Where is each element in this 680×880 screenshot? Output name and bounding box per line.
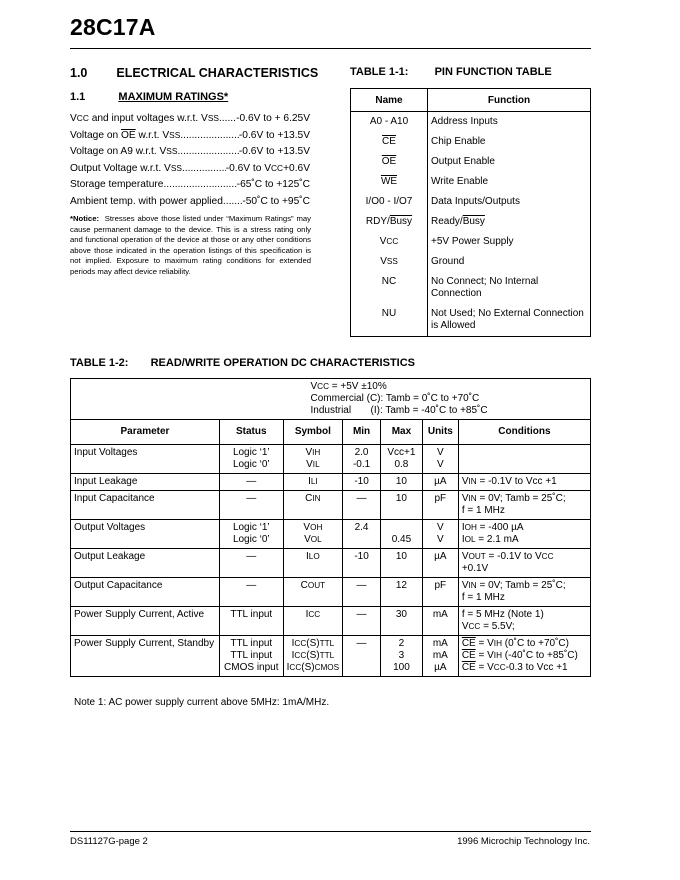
rating-label: Ambient temp. with power applied xyxy=(70,195,223,207)
pin-table-header-function: Function xyxy=(428,89,591,112)
rw-cell-param: Output Voltages xyxy=(71,520,220,549)
rw-header-symbol: Symbol xyxy=(283,420,343,445)
rating-leader-dots xyxy=(223,196,242,207)
notice-text: Stresses above those listed under “Maximum Ratings” may cause permanent damage to the device. This is a stress rating only and functional operation of the device at those or any other conditions above those indicated in the operation listings of this specification is not implied. Exposure to maximum rating conditions for extended periods may affect device reliability. xyxy=(70,214,311,276)
rw-table-conditions-text: VCC = +5V ±10% Commercial (C): Tamb = 0˚C to +70˚C Industrial (I): Tamb = -40˚C to +85˚C xyxy=(310,381,488,416)
rating-label: Voltage on $\overline{OE}$ w.r.t. VSS xyxy=(70,129,181,141)
rw-cell-param: Power Supply Current, Active xyxy=(71,607,220,636)
rw-cell-conditions: VOUT = -0.1V to VCC +0.1V xyxy=(458,549,590,578)
pin-table-row xyxy=(351,212,591,232)
pin-name-cell: NU xyxy=(351,304,428,337)
rw-cell-conditions: VIN = -0.1V to Vcc +1 xyxy=(458,474,590,491)
pin-function-cell: Output Enable xyxy=(428,152,591,172)
rw-cell-min: 2.4 xyxy=(343,520,381,549)
rating-value: -0.6V to VCC+0.6V xyxy=(225,162,310,174)
rw-table-row xyxy=(71,636,591,677)
rw-cell-units: mA xyxy=(422,607,458,636)
pin-table-header-name: Name xyxy=(351,89,428,112)
rw-table-row xyxy=(71,607,591,636)
rw-cell-symbol: VOH VOL xyxy=(283,520,343,549)
rw-cell-conditions: $\overline{CE}$ = VIH (0˚C to +70˚C) $\overline{CE}$ = VIH (-40˚C to +85˚C) $\overline{CE} = VCC-0.3$ to Vcc +1 xyxy=(458,636,590,677)
rating-value: -0.6V to +13.5V xyxy=(238,146,310,157)
section-number: 1.0 xyxy=(70,66,88,80)
rw-cell-status: TTL input TTL input CMOS input xyxy=(219,636,283,677)
rw-cell-max: 10 xyxy=(380,549,422,578)
header-rule xyxy=(70,48,591,49)
rw-header-max: Max xyxy=(380,420,422,445)
rating-row xyxy=(70,146,310,157)
rw-cell-min: — xyxy=(343,491,381,520)
rw-cell-min: — xyxy=(343,636,381,677)
rw-cell-conditions: VIN = 0V; Tamb = 25˚C; f = 1 MHz xyxy=(458,578,590,607)
rw-table-row xyxy=(71,520,591,549)
pin-function-cell: Chip Enable xyxy=(428,132,591,152)
rw-cell-units: V V xyxy=(422,445,458,474)
footer-rule xyxy=(70,831,591,832)
pin-table-caption xyxy=(350,66,552,78)
rw-cell-symbol: VIH VIL xyxy=(283,445,343,474)
notice-label: *Notice: xyxy=(70,214,100,223)
table-note: Note 1: AC power supply current above 5MHz: 1mA/MHz. xyxy=(74,697,330,708)
rw-cell-status: — xyxy=(219,491,283,520)
notice-paragraph xyxy=(70,214,311,278)
rw-cell-max: 30 xyxy=(380,607,422,636)
rw-cell-param: Output Leakage xyxy=(71,549,220,578)
rw-cell-param: Input Leakage xyxy=(71,474,220,491)
rw-table-caption xyxy=(70,357,415,369)
rw-cell-status: Logic ‘1’ Logic ‘0’ xyxy=(219,520,283,549)
rw-header-conditions: Conditions xyxy=(458,420,590,445)
rw-cell-units: pF xyxy=(422,578,458,607)
rw-cell-min: -10 xyxy=(343,474,381,491)
pin-table-header-row xyxy=(351,89,591,112)
pin-name-cell: A0 - A10 xyxy=(351,112,428,133)
pin-function-cell: Ready/Busy xyxy=(428,212,591,232)
rw-header-min: Min xyxy=(343,420,381,445)
rw-cell-units: V V xyxy=(422,520,458,549)
rating-row xyxy=(70,163,310,174)
rating-label: Voltage on A9 w.r.t. VSS xyxy=(70,146,178,157)
rating-value: -0.6V to +13.5V xyxy=(238,129,310,141)
rw-cell-symbol: CIN xyxy=(283,491,343,520)
rating-leader-dots xyxy=(180,130,239,141)
rw-cell-symbol: ILO xyxy=(283,549,343,578)
rating-leader-dots xyxy=(219,113,236,124)
pin-table-row xyxy=(351,232,591,252)
pin-name-cell: $\overline{WE}$ xyxy=(351,172,428,192)
pin-function-cell: +5V Power Supply xyxy=(428,232,591,252)
rw-cell-max: 2 3 100 xyxy=(380,636,422,677)
pin-table-row xyxy=(351,304,591,337)
rw-cell-units: pF xyxy=(422,491,458,520)
rw-cell-symbol: COUT xyxy=(283,578,343,607)
rw-cell-conditions: IOH = -400 µA IOL = 2.1 mA xyxy=(458,520,590,549)
rw-cell-param: Output Capacitance xyxy=(71,578,220,607)
rw-table-conditions-row xyxy=(71,379,591,420)
pin-function-cell: No Connect; No Internal Connection xyxy=(428,272,591,304)
rating-label: VCC and input voltages w.r.t. VSS xyxy=(70,113,219,124)
subsection-number: 1.1 xyxy=(70,91,86,103)
rw-table-row xyxy=(71,578,591,607)
rw-cell-units: µA xyxy=(422,474,458,491)
rating-row xyxy=(70,113,310,124)
rating-value: -0.6V to + 6.25V xyxy=(236,113,310,124)
rw-cell-max: 10 xyxy=(380,474,422,491)
rw-table-row xyxy=(71,549,591,578)
pin-function-cell: Ground xyxy=(428,252,591,272)
pin-name-cell: $\overline{CE}$ xyxy=(351,132,428,152)
rw-cell-min: — xyxy=(343,607,381,636)
rating-row xyxy=(70,130,310,141)
pin-table-row xyxy=(351,112,591,133)
pin-name-cell: RDY/Busy xyxy=(351,212,428,232)
rw-table-conditions-cell xyxy=(71,379,591,420)
footer-copyright: 1996 Microchip Technology Inc. xyxy=(457,836,590,847)
rw-cell-min: — xyxy=(343,578,381,607)
rating-label: Output Voltage w.r.t. VSS xyxy=(70,162,182,174)
rating-row xyxy=(70,196,310,207)
rating-label: Storage temperature xyxy=(70,179,164,190)
rw-cell-conditions: f = 5 MHz (Note 1) VCC = 5.5V; xyxy=(458,607,590,636)
pin-table-row xyxy=(351,132,591,152)
pin-table-title: PIN FUNCTION TABLE xyxy=(434,66,552,78)
rw-cell-max: Vcc+1 0.8 xyxy=(380,445,422,474)
rw-table-header-row xyxy=(71,420,591,445)
rw-cell-status: — xyxy=(219,578,283,607)
rw-cell-status: — xyxy=(219,474,283,491)
footer-page-id: DS11127G-page 2 xyxy=(70,836,148,847)
rw-table-row xyxy=(71,491,591,520)
section-heading xyxy=(70,66,318,80)
pin-name-cell: NC xyxy=(351,272,428,304)
rating-leader-dots xyxy=(177,146,238,157)
pin-table-number: TABLE 1-1: xyxy=(350,66,409,78)
pin-name-cell: VCC xyxy=(351,232,428,252)
rating-value: -50˚C to +95˚C xyxy=(242,195,310,207)
rw-cell-max: 10 xyxy=(380,491,422,520)
pin-table-row xyxy=(351,272,591,304)
rw-cell-min: -10 xyxy=(343,549,381,578)
pin-function-cell: Not Used; No External Connection is Allowed xyxy=(428,304,591,337)
rw-cell-conditions: VIN = 0V; Tamb = 25˚C; f = 1 MHz xyxy=(458,491,590,520)
rw-cell-symbol: ICC xyxy=(283,607,343,636)
pin-table-row xyxy=(351,172,591,192)
rating-value: -65˚C to +125˚C xyxy=(236,179,310,190)
pin-name-cell: I/O0 - I/O7 xyxy=(351,192,428,212)
rw-cell-units: mA mA µA xyxy=(422,636,458,677)
rating-leader-dots xyxy=(182,163,226,174)
pin-name-cell: VSS xyxy=(351,252,428,272)
pin-table-row xyxy=(351,192,591,212)
rw-cell-conditions xyxy=(458,445,590,474)
pin-function-cell: Address Inputs xyxy=(428,112,591,133)
rw-cell-param: Power Supply Current, Standby xyxy=(71,636,220,677)
pin-function-cell: Data Inputs/Outputs xyxy=(428,192,591,212)
rw-header-status: Status xyxy=(219,420,283,445)
rating-row xyxy=(70,179,310,190)
rw-cell-symbol: ICC(S)TTL ICC(S)TTL ICC(S)CMOS xyxy=(283,636,343,677)
rw-table-title: READ/WRITE OPERATION DC CHARACTERISTICS xyxy=(150,357,416,369)
rw-table-number: TABLE 1-2: xyxy=(70,357,129,369)
rw-dc-characteristics-table xyxy=(70,378,591,677)
subsection-title: MAXIMUM RATINGS* xyxy=(118,91,229,103)
rw-table-row xyxy=(71,445,591,474)
rw-cell-status: TTL input xyxy=(219,607,283,636)
rw-table-row xyxy=(71,474,591,491)
rw-cell-status: — xyxy=(219,549,283,578)
subsection-heading xyxy=(70,91,228,103)
pin-table-row xyxy=(351,152,591,172)
rating-leader-dots xyxy=(163,179,236,190)
rw-cell-units: µA xyxy=(422,549,458,578)
rw-cell-min: 2.0 -0.1 xyxy=(343,445,381,474)
rw-cell-symbol: ILI xyxy=(283,474,343,491)
rw-header-parameter: Parameter xyxy=(71,420,220,445)
rw-cell-status: Logic ‘1’ Logic ‘0’ xyxy=(219,445,283,474)
pin-name-cell: $\overline{OE}$ xyxy=(351,152,428,172)
rw-cell-param: Input Voltages xyxy=(71,445,220,474)
rw-cell-max: 0.45 xyxy=(380,520,422,549)
pin-function-cell: Write Enable xyxy=(428,172,591,192)
rw-cell-max: 12 xyxy=(380,578,422,607)
document-title: 28C17A xyxy=(70,14,156,40)
pin-function-table xyxy=(350,88,591,337)
rw-header-units: Units xyxy=(422,420,458,445)
section-title: ELECTRICAL CHARACTERISTICS xyxy=(116,66,319,80)
pin-table-row xyxy=(351,252,591,272)
rw-cell-param: Input Capacitance xyxy=(71,491,220,520)
